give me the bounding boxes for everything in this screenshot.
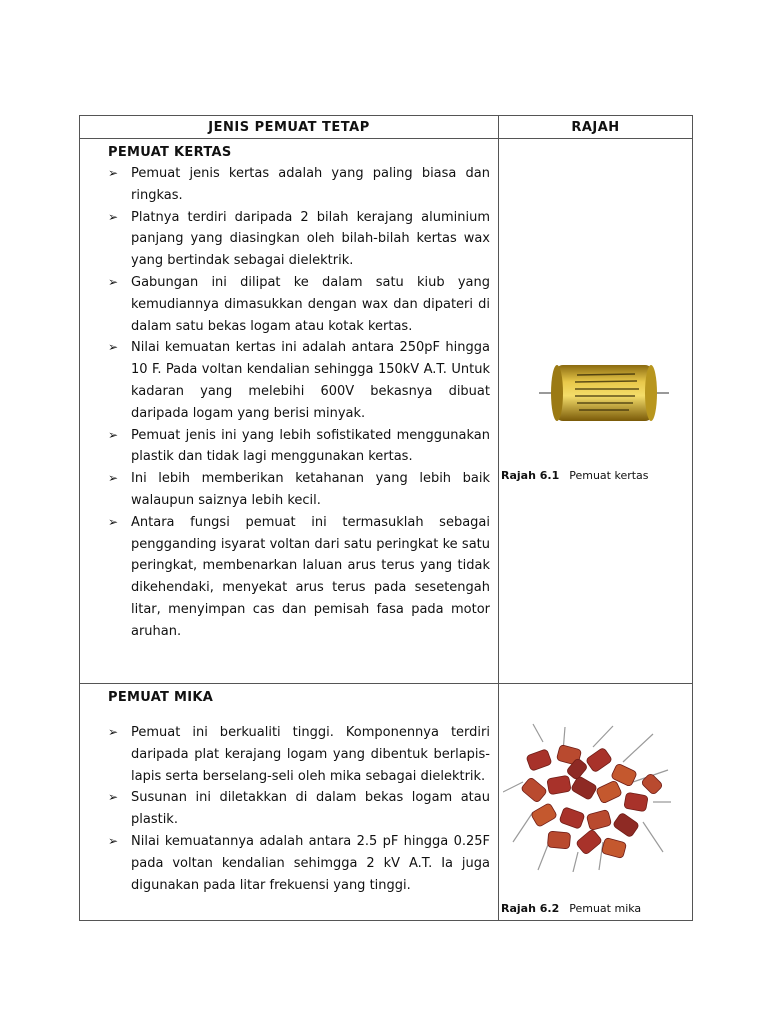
bullet-arrow-icon: ➢ — [108, 833, 119, 848]
bullet-arrow-icon: ➢ — [108, 166, 119, 180]
paper-figure-cell — [499, 139, 693, 684]
list-item: ➢ Gabungan ini dilipat ke dalam satu kiub yang kemudiannya dimasukkan dengan wax dan dipateri di dalam satu bekas logam atau kotak kertas. — [108, 272, 490, 337]
list-item: ➢ Susunan ini diletakkan di dalam bekas logam atau plastik. — [108, 787, 490, 831]
mica-description-cell — [80, 684, 499, 921]
list-item: ➢ Nilai kemuatan kertas ini adalah antara 250pF hingga 10 F. Pada voltan kendalian sehingga 150kV A.T. Untuk kadaran yang melebihi 600V bekasnya dibuat daripada logam yang berisi minyak. — [108, 337, 490, 424]
mica-capacitors-image — [503, 722, 673, 872]
mica-figure-cell — [499, 684, 693, 921]
bullet-arrow-icon: ➢ — [108, 274, 119, 289]
header-type: JENIS PEMUAT TETAP — [80, 116, 499, 139]
bullet-list — [108, 163, 490, 643]
list-item: ➢ Ini lebih memberikan ketahanan yang lebih baik walaupun saiznya lebih kecil. — [108, 468, 490, 512]
list-item: ➢ Pemuat jenis ini yang lebih sofistikated menggunakan plastik dan tidak lagi menggunakan kertas. — [108, 425, 490, 469]
row-mica-capacitor — [80, 684, 693, 921]
list-item: ➢ Antara fungsi pemuat ini termasuklah sebagai pengganding isyarat voltan dari satu peringkat ke satu peringkat, membenarkan laluan arus terus yang tidak dikehendaki, menyekat arus terus pada sesetengah litar, menyimpan cas dan pemisah fasa pada motor aruhan. — [108, 512, 490, 643]
list-item: ➢ Pemuat ini berkualiti tinggi. Komponennya terdiri daripada plat kerajang logam yang dibentuk berlapis-lapis serta berselang-seli oleh mika sebagai dielektrik. — [108, 722, 490, 787]
header-figure: RAJAH — [499, 116, 693, 139]
section-title: PEMUAT MIKA — [108, 690, 214, 705]
paper-description-cell — [80, 139, 499, 684]
section-title: PEMUAT KERTAS — [108, 145, 232, 160]
paper-capacitor-image — [539, 359, 669, 429]
bullet-arrow-icon: ➢ — [108, 209, 119, 224]
bullet-arrow-icon: ➢ — [108, 471, 119, 486]
bullet-arrow-icon: ➢ — [108, 790, 119, 805]
row-paper-capacitor — [80, 139, 693, 684]
bullet-arrow-icon: ➢ — [108, 340, 119, 355]
list-item: ➢ Pemuat jenis kertas adalah yang paling biasa dan ringkas. — [108, 163, 490, 207]
list-item: ➢ Platnya terdiri daripada 2 bilah kerajang aluminium panjang yang diasingkan oleh bilah-bilah kertas wax yang bertindak sebagai dielektrik. — [108, 207, 490, 272]
figure-caption: Rajah 6.2 Pemuat mika — [501, 902, 642, 915]
bullet-list — [108, 722, 490, 896]
list-item: ➢ Nilai kemuatannya adalah antara 2.5 pF hingga 0.25F pada voltan kendalian sehimgga 2 kV A.T. Ia juga digunakan pada litar frekuensi yang tinggi. — [108, 831, 490, 896]
capacitor-table — [79, 115, 693, 921]
bullet-arrow-icon: ➢ — [108, 514, 119, 529]
figure-caption: Rajah 6.1 Pemuat kertas — [501, 469, 649, 482]
bullet-arrow-icon: ➢ — [108, 725, 119, 739]
header-row — [80, 116, 693, 139]
bullet-arrow-icon: ➢ — [108, 427, 119, 442]
